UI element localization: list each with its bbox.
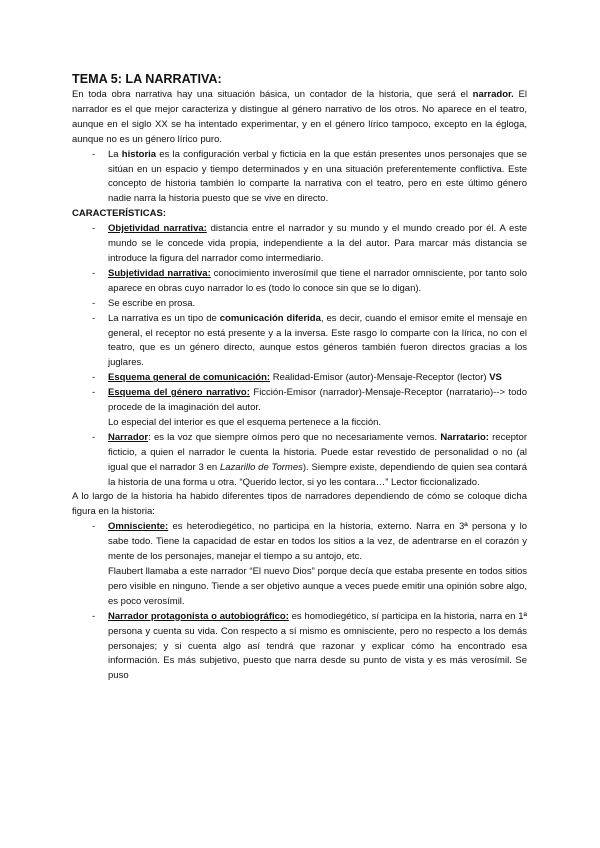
diferida-text-c: , es decir, cuando el emisor emite el mensaje en general, el receptor no está presente y a la inversa. Este rasgo lo comparte con la lírica, no con el teatro, que es un género directo, aunque estos géneros también fueron directos gracias a los juglares. (108, 312, 527, 369)
intro-text-narrador: narrador. (472, 89, 514, 100)
esquema-narrativo-text: Ficción-Emisor (narrador)-Mensaje-Receptor (narratario)--> todo procede de la imaginación del autor. (108, 387, 528, 414)
list-dash: - (92, 521, 96, 533)
historia-text-a: La (108, 148, 122, 160)
list-item (72, 222, 527, 267)
document-page (72, 72, 527, 684)
list-dash: - (92, 312, 96, 324)
narratario-text: receptor ficticio, a quien el narrador le cuenta la historia. Puede estar revestido de personalidad o no (al igual que el narrador 3 en (108, 431, 527, 473)
subjetividad-text: conocimiento inverosímil que tiene el narrador omnisciente, por tanto solo aparece en obras cuyo narrador lo es (todo lo conoce sin que se lo digan). (108, 267, 527, 294)
protagonista-text: es homodiegético, sí participa en la historia, narra en 1ª persona y cuenta su vida. Con respecto a sí mismo es omnisciente, pero no respecto a los demás personajes; y si cuenta algo así tendrá que razonar y explicar cómo ha encontrado esa información. Es más subjetivo, puesto que narra desde su punto de vista y es más verosímil. Se puso (108, 610, 527, 682)
list-dash: - (92, 610, 96, 622)
narrador-text: : es la voz que siempre oímos pero que no necesariamente vemos. (148, 431, 441, 443)
list-item (72, 386, 527, 431)
list-item (72, 431, 527, 491)
esquema-narrativo-label: Esquema del género narrativo: (108, 387, 250, 399)
list-item (72, 267, 527, 297)
lazarillo-title: Lazarillo de Tormes (219, 461, 303, 473)
subjetividad-label: Subjetividad narrativa: (108, 267, 211, 279)
list-dash: - (92, 148, 96, 160)
diferida-term: comunicación diferida (219, 312, 321, 324)
list-dash: - (92, 223, 96, 235)
prosa-text: Se escribe en prosa. (108, 297, 196, 309)
narratario-label: Narratario: (440, 431, 489, 443)
esquema-narrativo-note: Lo especial del interior es que el esquema pertenece a la ficción. (108, 416, 382, 428)
list-dash: - (92, 267, 96, 279)
objetividad-text: distancia entre el narrador y su mundo y el mundo creado por él. A este mundo se le concede vida propia, independiente a la del autor. Para marcar más distancia se introduce la figura del narrador como intermediario. (108, 223, 527, 264)
objetividad-label: Objetividad narrativa: (108, 223, 207, 235)
omnisciente-text: es heterodiegético, no participa en la historia, externo. Narra en 3ª persona y lo sabe todo. Tiene la capacidad de estar en todos los sitios a la vez, de adentrarse en el corazón y mente de los personajes, manejar el tiempo a su antojo, etc. (108, 521, 527, 563)
list-item (72, 371, 527, 386)
diferida-text-a: La narrativa es un tipo de (108, 312, 220, 324)
list-dash: - (92, 297, 96, 309)
list-dash: - (92, 372, 96, 384)
omnisciente-note: Flaubert llamaba a este narrador “El nuevo Dios” porque decía que estaba presente en todos sitios pero visible en ninguno. Tiende a ser objetivo aunque a veces puede emitir una opinión sobre algo, es poco verosímil. (108, 566, 527, 607)
list-dash: - (92, 387, 96, 399)
esquema-general-label: Esquema general de comunicación: (108, 372, 271, 384)
caracteristicas-list (72, 222, 527, 490)
historia-text-c: es la configuración verbal y ficticia en la que están presentes unos personajes que se sitúan en un espacio y tiempo determinados y en una situación preferentemente conflictiva. Este concepto de historia también lo comparte la narrativa con el teatro, pero en este último género nadie narra la historia puesto que se vive en directo. (108, 148, 527, 205)
historia-term: historia (121, 148, 157, 160)
list-item (72, 520, 527, 609)
list-item (72, 148, 527, 208)
list-item (72, 610, 527, 685)
omnisciente-label: Omnisciente: (108, 521, 169, 533)
list-item (72, 312, 527, 372)
protagonista-label: Narrador protagonista o autobiográfico: (108, 610, 289, 622)
intro-text-c: El narrador es el que mejor caracteriza y distingue al género narrativo de los otros. No aparece en el teatro, aunque en el siglo XX se ha intentado experimentar, y en el género lírico tampoco, excepto en la égloga, aunque no es un género lírico puro. (72, 89, 527, 145)
list-dash: - (92, 431, 96, 443)
list-item (72, 297, 527, 312)
historia-list (72, 148, 527, 208)
section-heading-caracteristicas: CARACTERÍSTICAS: (72, 208, 166, 220)
tipos-list (72, 520, 527, 684)
vs-label: VS (489, 372, 502, 384)
narrador-label: Narrador (108, 431, 149, 443)
narratario-text-end: ). Siempre existe, dependiendo de quien sea contará la historia de una forma u otra. “Querido lector, si yo les contara…” Lector ficcionalizado. (108, 461, 527, 488)
intro-text-a: En toda obra narrativa hay una situación básica, un contador de la historia, que será el (72, 89, 473, 100)
page-title: TEMA 5: LA NARRATIVA: (72, 72, 222, 86)
intro-paragraph (72, 88, 527, 148)
tipos-intro-paragraph: A lo largo de la historia ha habido diferentes tipos de narradores dependiendo de cómo se coloque dicha figura en la historia: (72, 491, 527, 518)
esquema-general-text: Realidad-Emisor (autor)-Mensaje-Receptor (lector) (270, 372, 490, 384)
